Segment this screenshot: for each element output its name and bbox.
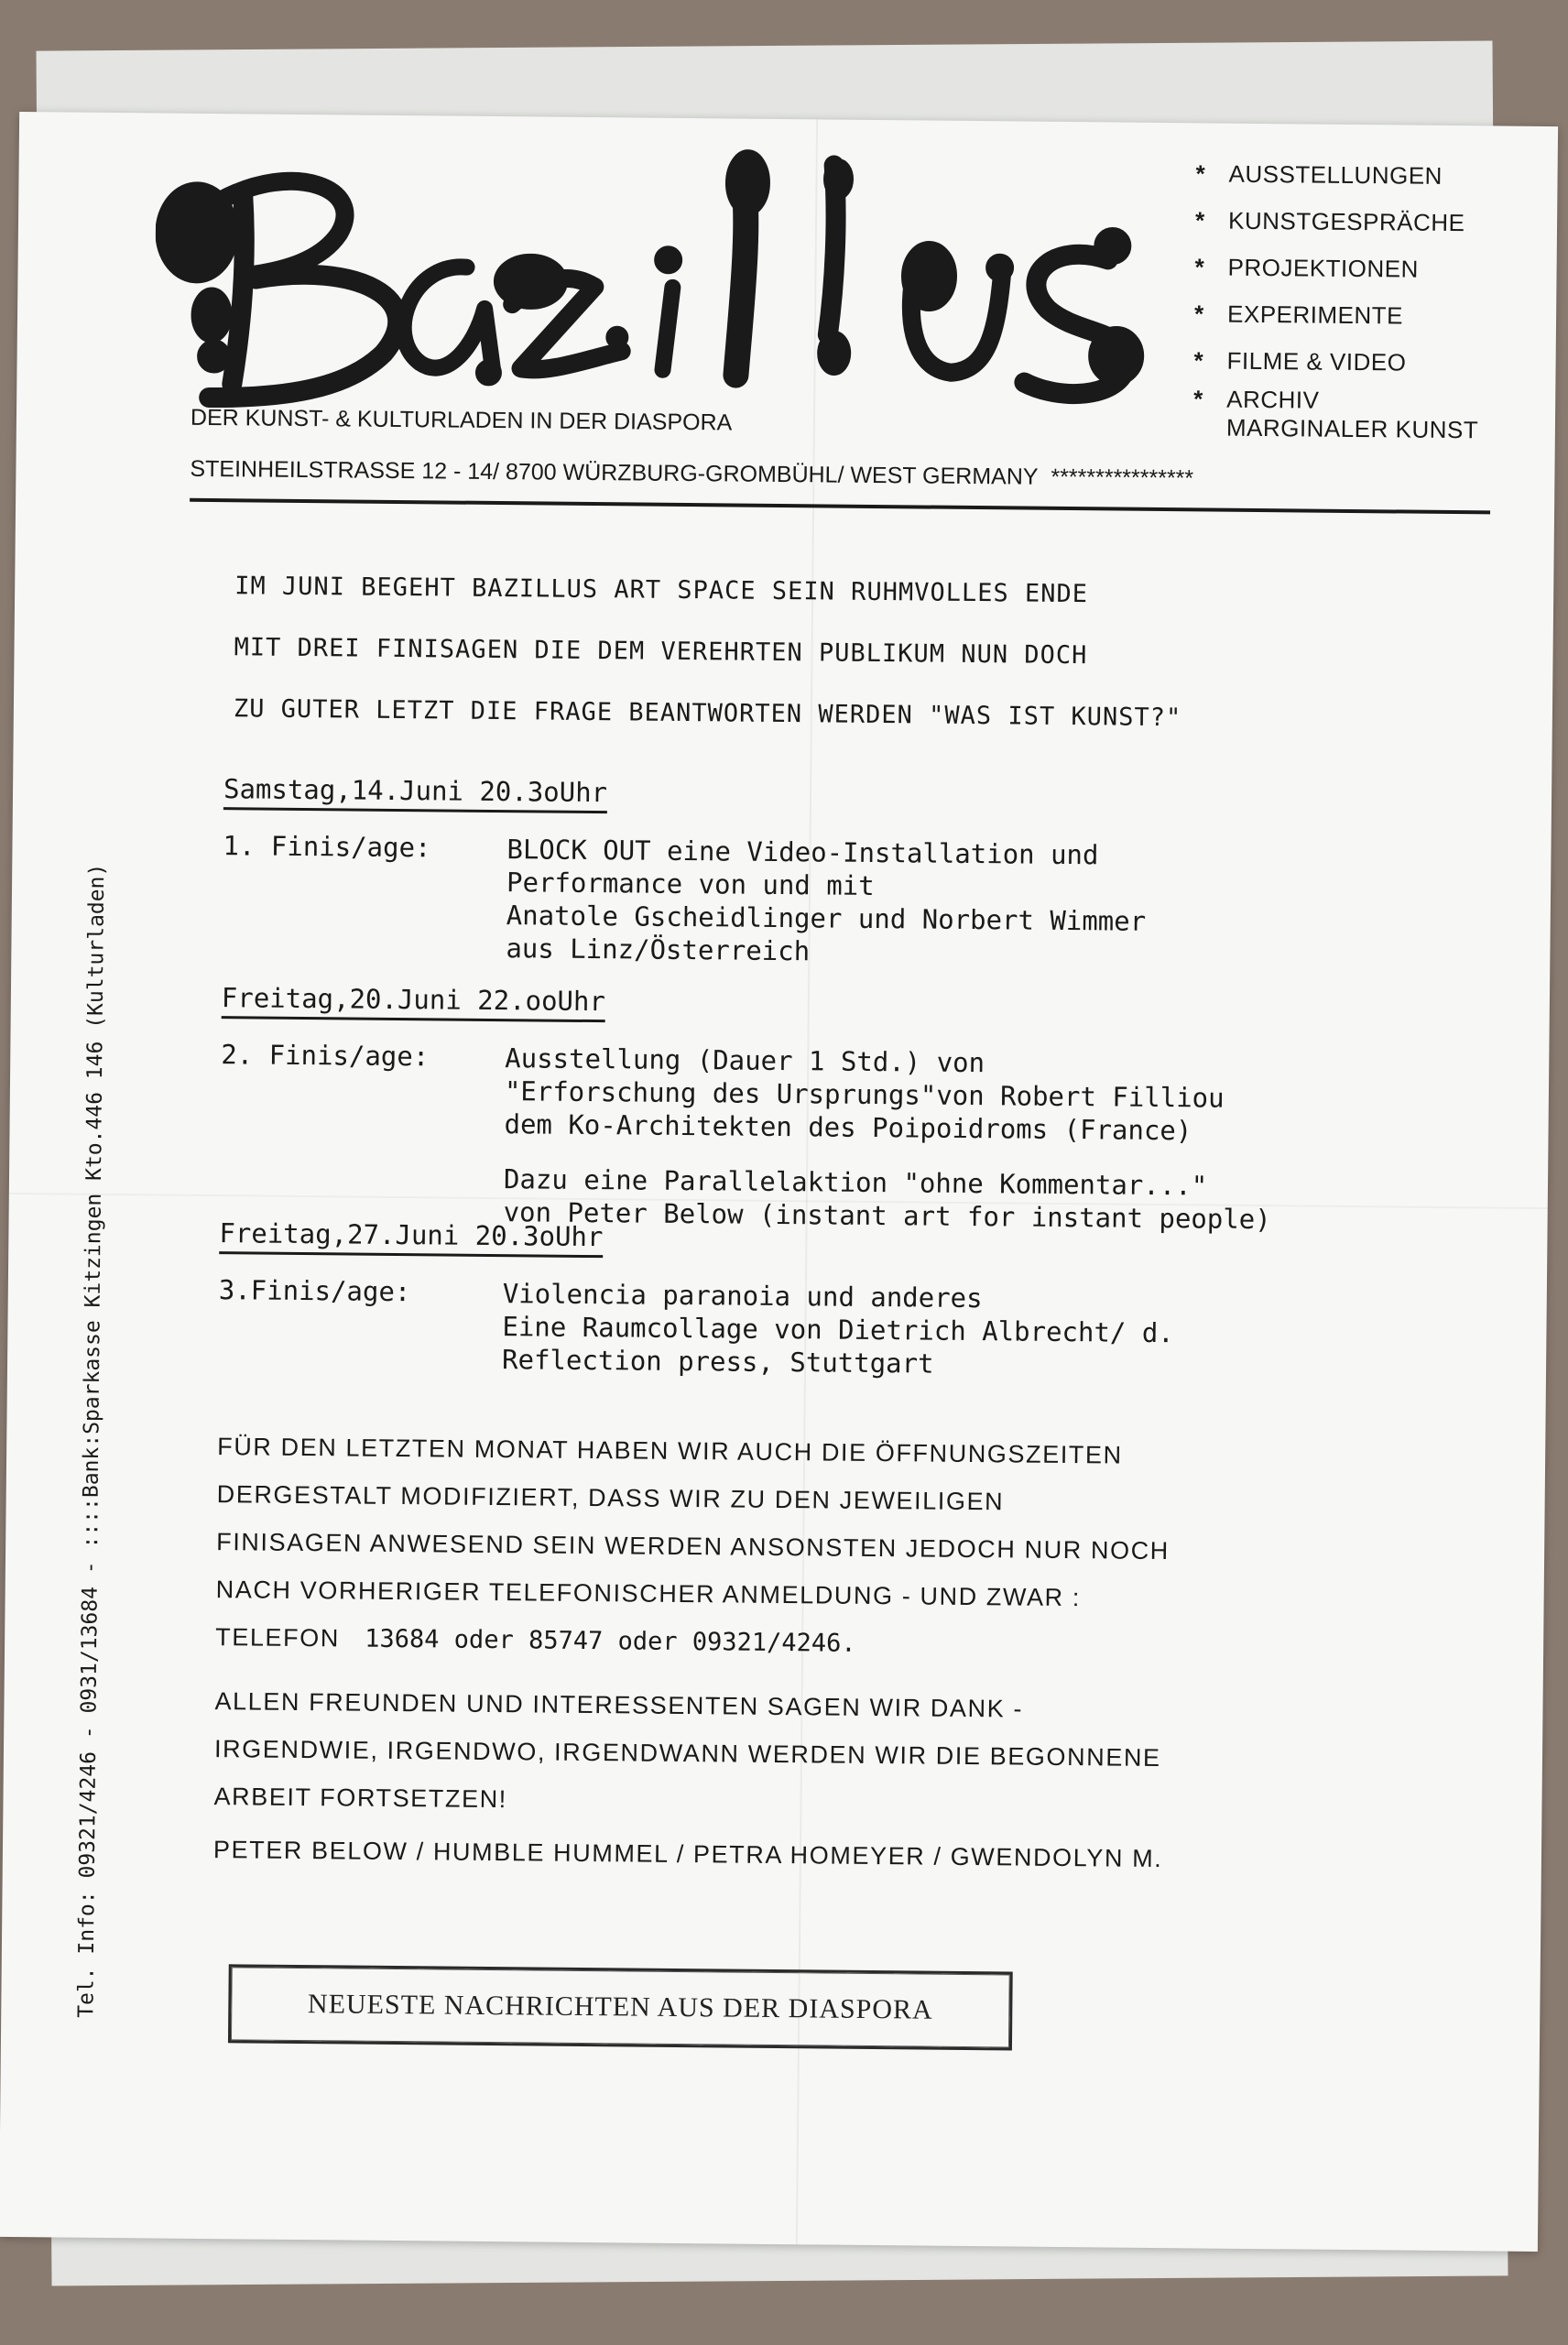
offer-item: * KUNSTGESPRÄCHE xyxy=(1195,197,1481,246)
event-date: Samstag,14.Juni 20.3oUhr xyxy=(223,773,607,813)
offer-item: * ARCHIV xyxy=(1193,385,1320,414)
event-label: 3.Finis/age: xyxy=(218,1274,411,1308)
offer-item: * AUSSTELLUNGEN xyxy=(1195,150,1481,200)
header-rule xyxy=(190,498,1490,515)
flyer-sheet xyxy=(0,112,1558,2252)
intro-text: IM JUNI BEGEHT BAZILLUS ART SPACE SEIN RUHMVOLLES ENDE MIT DREI FINISAGEN DIE DEM VEREHRTEN PUBLIKUM NUN DOCH ZU GUTER LETZT DIE FRAGE BEANTWORTEN WERDEN "WAS IST KUNST?" xyxy=(233,572,1182,733)
event-label: 2. Finis/age: xyxy=(221,1039,430,1073)
event-date: Freitag,27.Juni 20.3oUhr xyxy=(219,1217,603,1258)
address: STEINHEILSTRASSE 12 - 14/ 8700 WÜRZBURG-GROMBÜHL/ WEST GERMANY **************** xyxy=(190,455,1194,492)
address-stars: **************** xyxy=(1051,464,1194,492)
event-3 xyxy=(218,1217,1175,1382)
bullet-star: * xyxy=(1195,159,1206,188)
opening-hours-text: FÜR DEN LETZTEN MONAT HABEN WIR AUCH DIE ÖFFNUNGSZEITEN DERGESTALT MODIFIZIERT, DASS WIR ZU DEN JEWEILIGEN FINISAGEN ANWESEND SEIN WERDEN ANSONSTEN JEDOCH NUR NOCH NACH VORHERIGER TELEFONISCHER ANMELDUNG - UND ZWAR : TELEFON 13684 oder 85747 oder 09321/4246. xyxy=(215,1433,1171,1680)
event-description: Ausstellung (Dauer 1 Std.) von "Erforschung des Ursprungs"von Robert Filliou dem Ko-Architekten des Poipoidroms (France) Dazu eine Parallelaktion "ohne Kommentar..." von Peter Below (instant art for instant people) xyxy=(503,1042,1271,1236)
offer-item: * FILME & VIDEO xyxy=(1193,337,1479,387)
event-description: Violencia paranoia und anderes Eine Raumcollage von Dietrich Albrecht/ d. Reflection press, Stuttgart xyxy=(501,1278,1174,1380)
event-description: BLOCK OUT eine Video-Installation und Performance von und mit Anatole Gscheidlinger und Norbert Wimmer aus Linz/Österreich xyxy=(506,834,1147,967)
newsletter-stamp: NEUESTE NACHRICHTEN AUS DER DIASPORA xyxy=(228,1964,1013,2050)
bullet-star: * xyxy=(1194,253,1205,281)
thanks-text: ALLEN FREUNDEN UND INTERESSENTEN SAGEN WIR DANK - IRGENDWIE, IRGENDWO, IRGENDWANN WERDEN WIR DIE BEGONNENE ARBEIT FORTSETZEN! xyxy=(213,1687,1161,1814)
event-label: 1. Finis/age: xyxy=(223,830,431,864)
signatures: PETER BELOW / HUMBLE HUMMEL / PETRA HOMEYER / GWENDOLYN M. xyxy=(212,1836,1163,1873)
offer-item: * PROJEKTIONEN xyxy=(1194,244,1480,293)
bullet-star: * xyxy=(1193,385,1203,413)
event-1 xyxy=(222,773,1147,971)
bullet-star: * xyxy=(1193,300,1204,328)
offer-item-continuation: MARGINALER KUNST xyxy=(1225,413,1479,444)
offer-item: * EXPERIMENTE xyxy=(1194,290,1480,340)
side-contact-info: Tel. Info: 09321/4246 - 0931/13684 - ::::Bank:Sparkasse Kitzingen Kto.446 146 (Kulturladen) xyxy=(74,863,110,2018)
tagline: DER KUNST- & KULTURLADEN IN DER DIASPORA xyxy=(190,404,733,436)
bullet-star: * xyxy=(1193,346,1204,375)
event-2 xyxy=(220,982,1274,1236)
event-date: Freitag,20.Juni 22.ooUhr xyxy=(222,982,605,1022)
phone-line: TELEFON 13684 oder 85747 oder 09321/4246. xyxy=(215,1623,856,1658)
offers-list xyxy=(1193,150,1481,443)
bazillus-logo xyxy=(154,122,1173,434)
bullet-star: * xyxy=(1194,206,1205,234)
